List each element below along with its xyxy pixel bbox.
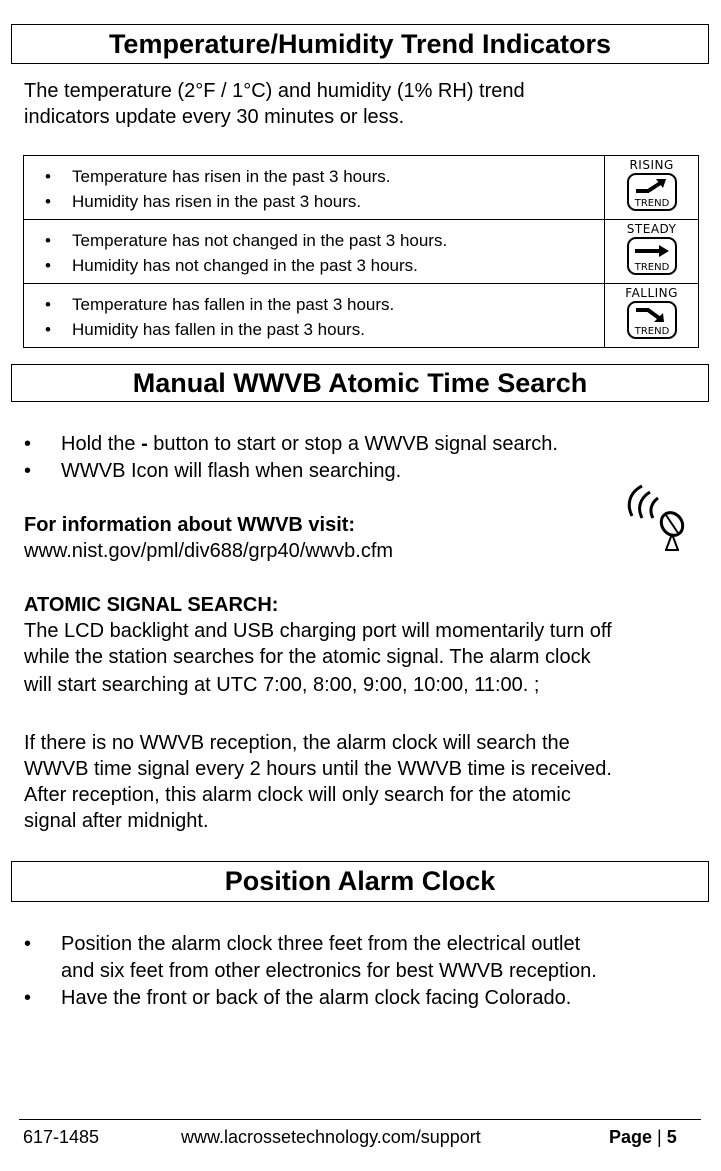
no-reception-line: If there is no WWVB reception, the alarm clock will search the bbox=[24, 732, 570, 754]
wwvb-signal-icon bbox=[620, 480, 692, 554]
bullet: • bbox=[24, 460, 32, 482]
trend-row-line: Temperature has risen in the past 3 hours. bbox=[72, 166, 391, 186]
trend-table bbox=[23, 155, 699, 348]
atomic-line: will start searching at UTC 7:00, 8:00, 9:00, 10:00, 11:00. ; bbox=[24, 674, 540, 696]
no-reception-line: signal after midnight. bbox=[24, 810, 209, 832]
falling-trend-icon bbox=[605, 284, 699, 348]
trend-row-line: Humidity has fallen in the past 3 hours. bbox=[72, 319, 365, 339]
section-title-wwvb: Manual WWVB Atomic Time Search bbox=[11, 364, 709, 402]
bullet: • bbox=[45, 319, 51, 339]
trend-intro-line2: indicators update every 30 minutes or less. bbox=[24, 106, 405, 128]
position-bullet-list bbox=[24, 931, 597, 1012]
no-reception-line: WWVB time signal every 2 hours until the WWVB time is received. bbox=[24, 758, 612, 780]
list-item bbox=[24, 458, 558, 485]
text: button to start or stop a WWVB signal search. bbox=[147, 433, 558, 455]
trend-row-text bbox=[24, 156, 605, 220]
icon-sub-label: TREND bbox=[634, 197, 669, 209]
bullet: • bbox=[24, 933, 32, 955]
wwvb-info-url: www.nist.gov/pml/div688/grp40/wwvb.cfm bbox=[24, 540, 394, 562]
list-item bbox=[24, 985, 597, 1012]
bullet: • bbox=[45, 294, 51, 314]
list-item bbox=[24, 931, 597, 985]
wwvb-bullet-1 bbox=[61, 431, 558, 458]
wwvb-info-heading: For information about WWVB visit: bbox=[24, 514, 356, 536]
icon-sub-label: TREND bbox=[634, 261, 669, 273]
rising-arrow-icon bbox=[626, 172, 678, 212]
trend-intro-line1: The temperature (2°F / 1°C) and humidity (1% RH) trend bbox=[24, 80, 525, 102]
bullet: • bbox=[24, 987, 32, 1009]
text: Hold the bbox=[61, 433, 142, 455]
minus-key-label: - bbox=[141, 433, 148, 455]
trend-row-rising bbox=[24, 156, 699, 220]
atomic-paragraph bbox=[24, 618, 612, 698]
position-line: and six feet from other electronics for best WWVB reception. bbox=[61, 960, 597, 982]
trend-row-line: Temperature has not changed in the past 3 hours. bbox=[72, 230, 448, 250]
steady-arrow-icon bbox=[626, 236, 678, 276]
list-item bbox=[24, 431, 558, 458]
icon-label: FALLING bbox=[625, 285, 678, 300]
no-reception-line: After reception, this alarm clock will only search for the atomic bbox=[24, 784, 571, 806]
trend-row-steady bbox=[24, 220, 699, 284]
footer-page bbox=[609, 1126, 677, 1148]
footer-url: www.lacrossetechnology.com/support bbox=[181, 1127, 481, 1147]
trend-intro bbox=[24, 78, 525, 130]
position-bullet-2: Have the front or back of the alarm clock facing Colorado. bbox=[61, 987, 572, 1009]
trend-row-text bbox=[24, 220, 605, 284]
rising-trend-icon bbox=[605, 156, 699, 220]
bullet: • bbox=[45, 230, 51, 250]
icon-label: RISING bbox=[629, 157, 674, 172]
page-separator: | bbox=[657, 1127, 662, 1147]
steady-trend-icon bbox=[605, 220, 699, 284]
bullet: • bbox=[24, 433, 32, 455]
no-reception-paragraph bbox=[24, 730, 612, 834]
page-label: Page bbox=[609, 1127, 653, 1147]
bullet: • bbox=[45, 166, 51, 186]
icon-sub-label: TREND bbox=[634, 325, 669, 337]
trend-row-line: Humidity has not changed in the past 3 hours. bbox=[72, 255, 418, 275]
position-bullet-1 bbox=[61, 931, 597, 985]
atomic-line: The LCD backlight and USB charging port will momentarily turn off bbox=[24, 620, 612, 642]
section-title-trend: Temperature/Humidity Trend Indicators bbox=[11, 24, 709, 64]
trend-row-line: Temperature has fallen in the past 3 hours. bbox=[72, 294, 395, 314]
position-line: Position the alarm clock three feet from the electrical outlet bbox=[61, 933, 581, 955]
icon-label: STEADY bbox=[626, 221, 677, 236]
footer-divider bbox=[19, 1119, 701, 1120]
falling-arrow-icon bbox=[626, 300, 678, 340]
atomic-heading: ATOMIC SIGNAL SEARCH: bbox=[24, 594, 279, 616]
bullet: • bbox=[45, 255, 51, 275]
trend-row-falling bbox=[24, 284, 699, 348]
bullet: • bbox=[45, 191, 51, 211]
wwvb-bullet-2: WWVB Icon will flash when searching. bbox=[61, 460, 402, 482]
trend-row-line: Humidity has risen in the past 3 hours. bbox=[72, 191, 362, 211]
wwvb-bullet-list bbox=[24, 431, 558, 485]
page-number: 5 bbox=[666, 1127, 677, 1147]
atomic-line: while the station searches for the atomic signal. The alarm clock bbox=[24, 646, 591, 668]
footer-model: 617-1485 bbox=[23, 1127, 100, 1147]
trend-row-text bbox=[24, 284, 605, 348]
section-title-position: Position Alarm Clock bbox=[11, 861, 709, 902]
